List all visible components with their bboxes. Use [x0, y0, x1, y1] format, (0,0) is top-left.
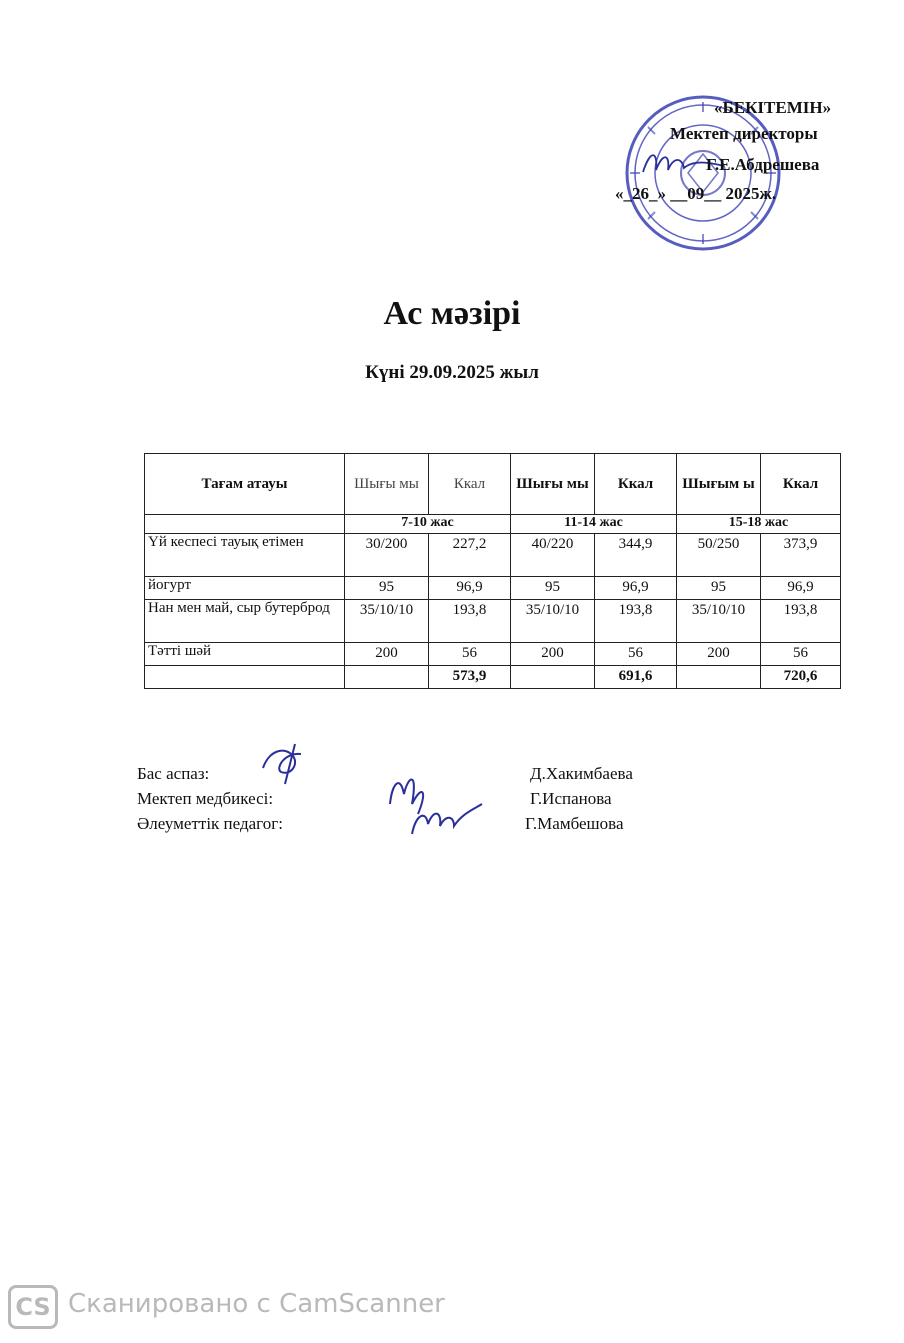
kcal-cell: 193,8 — [429, 600, 511, 643]
header-kcal: Ккал — [761, 454, 841, 515]
chef-signature — [255, 742, 325, 788]
total-kcal-7-10: 573,9 — [429, 666, 511, 689]
signature-role-social-pedagogue: Әлеуметтік педагог: — [137, 814, 283, 833]
total-kcal-15-18: 720,6 — [761, 666, 841, 689]
approval-date: «_26_» __09__ 2025ж. — [615, 184, 777, 203]
signature-name-nurse: Г.Испанова — [530, 789, 612, 808]
table-header-row — [145, 454, 841, 515]
kcal-cell: 193,8 — [595, 600, 677, 643]
director-name: Г.Е.Абдрешева — [706, 155, 820, 174]
portion-cell: 35/10/10 — [511, 600, 595, 643]
kcal-cell: 373,9 — [761, 534, 841, 577]
kcal-cell: 96,9 — [761, 577, 841, 600]
portion-cell: 95 — [511, 577, 595, 600]
dish-name: Тәтті шәй — [145, 643, 345, 666]
kcal-cell: 96,9 — [429, 577, 511, 600]
kcal-cell: 56 — [429, 643, 511, 666]
age-group-11-14: 11-14 жас — [511, 515, 677, 534]
total-empty-cell — [345, 666, 429, 689]
age-group-row — [145, 515, 841, 534]
total-empty-cell — [677, 666, 761, 689]
approval-block — [600, 92, 860, 262]
totals-row — [145, 666, 841, 689]
director-role: Мектеп директоры — [670, 124, 818, 143]
signature-role-chef: Бас аспаз: — [137, 764, 210, 783]
table-row — [145, 643, 841, 666]
page-title: Ас мәзірі — [383, 295, 521, 332]
kcal-cell: 227,2 — [429, 534, 511, 577]
header-portion: Шығым ы — [677, 454, 761, 515]
table-row — [145, 600, 841, 643]
portion-cell: 95 — [345, 577, 429, 600]
total-label-cell — [145, 666, 345, 689]
header-kcal: Ккал — [595, 454, 677, 515]
kcal-cell: 344,9 — [595, 534, 677, 577]
signature-role-nurse: Мектеп медбикесі: — [137, 789, 274, 808]
portion-cell: 35/10/10 — [345, 600, 429, 643]
kcal-cell: 193,8 — [761, 600, 841, 643]
signature-name-social-pedagogue: Г.Мамбешова — [525, 814, 624, 833]
dish-name: Үй кеспесі тауық етімен — [145, 534, 345, 577]
dish-name: йогурт — [145, 577, 345, 600]
portion-cell: 50/250 — [677, 534, 761, 577]
menu-date: Күні 29.09.2025 жыл — [365, 362, 539, 383]
portion-cell: 200 — [345, 643, 429, 666]
camscanner-text: Сканировано с CamScanner — [68, 1289, 445, 1319]
table-row — [145, 577, 841, 600]
total-kcal-11-14: 691,6 — [595, 666, 677, 689]
age-group-7-10: 7-10 жас — [345, 515, 511, 534]
kcal-cell: 56 — [761, 643, 841, 666]
camscanner-logo: CS — [8, 1285, 58, 1329]
header-portion: Шығы мы — [511, 454, 595, 515]
portion-cell: 200 — [511, 643, 595, 666]
age-empty-cell — [145, 515, 345, 534]
portion-cell: 95 — [677, 577, 761, 600]
menu-table — [144, 453, 841, 689]
signature-name-chef: Д.Хакимбаева — [530, 764, 633, 783]
dish-name: Нан мен май, сыр бутерброд — [145, 600, 345, 643]
total-empty-cell — [511, 666, 595, 689]
portion-cell: 40/220 — [511, 534, 595, 577]
portion-cell: 30/200 — [345, 534, 429, 577]
nurse-signature — [382, 764, 492, 836]
kcal-cell: 56 — [595, 643, 677, 666]
header-portion: Шығы мы — [345, 454, 429, 515]
table-row — [145, 534, 841, 577]
age-group-15-18: 15-18 жас — [677, 515, 841, 534]
approval-heading: «БЕКІТЕМІН» — [714, 98, 832, 117]
header-kcal: Ккал — [429, 454, 511, 515]
portion-cell: 200 — [677, 643, 761, 666]
portion-cell: 35/10/10 — [677, 600, 761, 643]
scanner-watermark — [8, 1285, 528, 1335]
header-dish: Тағам атауы — [145, 454, 345, 515]
kcal-cell: 96,9 — [595, 577, 677, 600]
